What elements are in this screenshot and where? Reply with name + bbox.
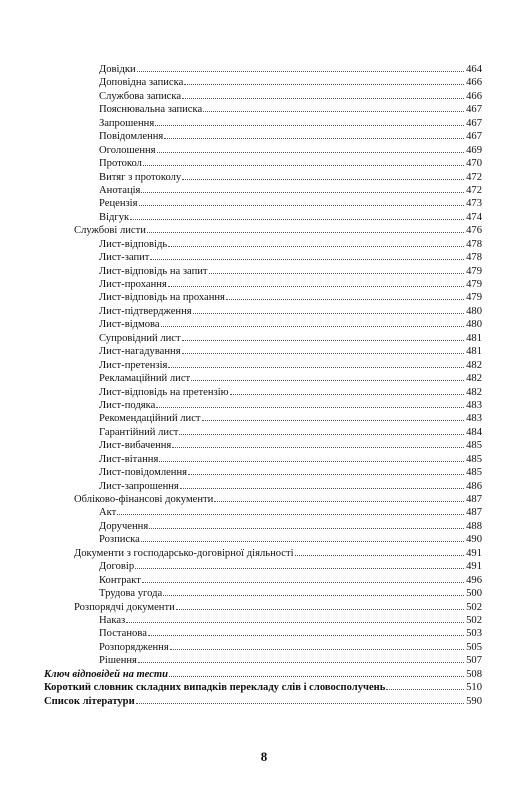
toc-leader-dots bbox=[150, 250, 464, 260]
toc-entry-page: 483 bbox=[466, 413, 482, 425]
toc-entry-title: Лист-запит bbox=[99, 252, 150, 264]
toc-entry bbox=[44, 532, 482, 545]
toc-entry-title: Лист-претензія bbox=[99, 359, 168, 371]
toc-entry bbox=[44, 653, 482, 666]
toc-entry bbox=[44, 317, 482, 330]
toc-entry-title: Довідки bbox=[99, 64, 136, 75]
toc-entry-page: 500 bbox=[466, 588, 482, 600]
toc-leader-dots bbox=[179, 425, 464, 435]
toc-entry-title: Гарантійний лист bbox=[99, 426, 179, 438]
toc-entry-page: 510 bbox=[466, 682, 482, 694]
toc-leader-dots bbox=[182, 331, 464, 341]
toc-entry-title: Лист-вибачення bbox=[99, 440, 172, 452]
toc-entry-page: 485 bbox=[466, 440, 482, 452]
toc-leader-dots bbox=[202, 411, 465, 421]
toc-entry-page: 491 bbox=[466, 547, 482, 559]
toc-leader-dots bbox=[191, 371, 464, 381]
toc-entry-page: 481 bbox=[466, 346, 482, 358]
toc-entry bbox=[44, 411, 482, 424]
toc-leader-dots bbox=[156, 398, 464, 408]
toc-entry bbox=[44, 62, 482, 75]
toc-entry bbox=[44, 183, 482, 196]
toc-entry bbox=[44, 680, 482, 693]
toc-entry bbox=[44, 129, 482, 142]
toc-entry bbox=[44, 102, 482, 115]
toc-entry-title: Лист-подяка bbox=[99, 399, 156, 411]
toc-entry-page: 479 bbox=[466, 279, 482, 290]
toc-entry bbox=[44, 398, 482, 411]
toc-leader-dots bbox=[168, 277, 464, 287]
toc-entry-page: 590 bbox=[466, 695, 482, 707]
toc-entry bbox=[44, 344, 482, 357]
toc-entry bbox=[44, 600, 482, 613]
toc-leader-dots bbox=[169, 667, 464, 677]
toc-leader-dots bbox=[157, 143, 465, 153]
toc-leader-dots bbox=[159, 452, 464, 462]
toc-entry bbox=[44, 452, 482, 465]
toc-leader-dots bbox=[182, 89, 464, 99]
toc-leader-dots bbox=[161, 317, 464, 327]
toc-entry bbox=[44, 223, 482, 236]
toc-leader-dots bbox=[386, 680, 464, 690]
toc-entry bbox=[44, 290, 482, 303]
toc-entry bbox=[44, 304, 482, 317]
toc-entry bbox=[44, 143, 482, 156]
toc-entry-page: 479 bbox=[466, 292, 482, 304]
toc-entry-title: Анотація bbox=[99, 184, 141, 196]
toc-entry bbox=[44, 613, 482, 626]
toc-entry-title: Лист-відповідь bbox=[99, 238, 168, 250]
toc-leader-dots bbox=[138, 653, 464, 663]
toc-entry bbox=[44, 358, 482, 371]
toc-entry-title: Доповідна записка bbox=[99, 77, 184, 89]
toc-leader-dots bbox=[136, 694, 464, 704]
toc-entry bbox=[44, 170, 482, 183]
toc-leader-dots bbox=[170, 640, 464, 650]
toc-entry-title: Короткий словник складних випадків перекладу слів і словосполучень bbox=[44, 682, 386, 694]
toc-leader-dots bbox=[137, 62, 464, 72]
toc-entry bbox=[44, 331, 482, 344]
toc-leader-dots bbox=[143, 156, 464, 166]
toc-entry bbox=[44, 425, 482, 438]
toc-entry-title: Лист-підтвердження bbox=[99, 305, 192, 317]
toc-entry-title: Пояснювальна записка bbox=[99, 104, 203, 116]
toc-entry-page: 502 bbox=[466, 601, 482, 613]
toc-leader-dots bbox=[193, 304, 464, 314]
toc-entry-title: Лист-прохання bbox=[99, 279, 167, 290]
toc-entry-title: Документи з господарсько-договірної діяльності bbox=[74, 547, 294, 559]
toc-entry-title: Рішення bbox=[99, 655, 137, 667]
toc-entry-page: 467 bbox=[466, 131, 482, 143]
toc-entry-page: 505 bbox=[466, 641, 482, 653]
toc-leader-dots bbox=[141, 532, 464, 542]
toc-entry-title: Обліково-фінансові документи bbox=[74, 494, 214, 505]
toc-entry-page: 488 bbox=[466, 520, 482, 532]
toc-entry-title: Службові листи bbox=[74, 225, 146, 237]
toc-entry-page: 470 bbox=[466, 158, 482, 170]
toc-leader-dots bbox=[164, 129, 464, 139]
toc-entry-page: 481 bbox=[466, 332, 482, 344]
toc-entry-page: 503 bbox=[466, 628, 482, 640]
toc-entry bbox=[44, 694, 482, 707]
toc-entry-page: 478 bbox=[466, 238, 482, 250]
toc-entry bbox=[44, 626, 482, 639]
table-of-contents bbox=[44, 62, 482, 707]
toc-leader-dots bbox=[147, 223, 464, 233]
toc-entry-page: 479 bbox=[466, 265, 482, 277]
toc-entry-page: 469 bbox=[466, 144, 482, 156]
toc-entry-title: Лист-вітання bbox=[99, 453, 159, 465]
toc-entry-page: 483 bbox=[466, 399, 482, 411]
toc-leader-dots bbox=[130, 210, 464, 220]
toc-entry-title: Контракт bbox=[99, 574, 141, 586]
toc-leader-dots bbox=[184, 75, 464, 85]
toc-entry-title: Розписка bbox=[99, 534, 140, 546]
toc-entry-title: Список літератури bbox=[44, 695, 135, 707]
toc-entry-page: 476 bbox=[466, 225, 482, 237]
toc-entry-title: Витяг з протоколу bbox=[99, 171, 182, 183]
toc-entry-page: 491 bbox=[466, 561, 482, 573]
toc-entry-title: Лист-відповідь на запит bbox=[99, 265, 208, 277]
toc-entry bbox=[44, 505, 482, 518]
toc-leader-dots bbox=[168, 358, 464, 368]
toc-leader-dots bbox=[142, 573, 464, 583]
toc-entry bbox=[44, 438, 482, 451]
toc-entry-title: Запрошення bbox=[99, 117, 155, 129]
toc-entry-page: 466 bbox=[466, 77, 482, 89]
toc-leader-dots bbox=[182, 170, 464, 180]
toc-leader-dots bbox=[117, 505, 464, 515]
toc-entry-title: Оголошення bbox=[99, 144, 156, 156]
toc-entry-page: 464 bbox=[466, 64, 482, 75]
toc-leader-dots bbox=[163, 586, 464, 596]
toc-entry bbox=[44, 546, 482, 559]
toc-entry bbox=[44, 264, 482, 277]
toc-entry bbox=[44, 573, 482, 586]
toc-entry bbox=[44, 237, 482, 250]
toc-leader-dots bbox=[182, 344, 465, 354]
toc-entry-page: 485 bbox=[466, 453, 482, 465]
toc-entry-page: 496 bbox=[466, 574, 482, 586]
toc-entry bbox=[44, 210, 482, 223]
toc-entry-title: Лист-відповідь на прохання bbox=[99, 292, 225, 304]
toc-entry-page: 508 bbox=[466, 668, 482, 680]
toc-entry bbox=[44, 479, 482, 492]
toc-entry-title: Розпорядження bbox=[99, 641, 169, 653]
toc-leader-dots bbox=[230, 385, 465, 395]
toc-entry-page: 480 bbox=[466, 319, 482, 331]
toc-entry bbox=[44, 75, 482, 88]
toc-leader-dots bbox=[188, 465, 464, 475]
toc-entry-title: Супровідний лист bbox=[99, 332, 181, 344]
toc-entry-title: Відгук bbox=[99, 211, 130, 223]
toc-entry bbox=[44, 586, 482, 599]
toc-leader-dots bbox=[168, 237, 464, 247]
toc-entry-page: 466 bbox=[466, 90, 482, 102]
toc-entry-title: Рекламаційний лист bbox=[99, 373, 191, 385]
toc-entry-title: Трудова угода bbox=[99, 588, 163, 600]
toc-entry-title: Ключ відповідей на тести bbox=[44, 668, 169, 680]
toc-entry-page: 467 bbox=[466, 104, 482, 116]
toc-entry-page: 484 bbox=[466, 426, 482, 438]
toc-entry-page: 472 bbox=[466, 171, 482, 183]
toc-leader-dots bbox=[148, 626, 464, 636]
toc-leader-dots bbox=[126, 613, 464, 623]
toc-entry-title: Протокол bbox=[99, 158, 142, 170]
toc-leader-dots bbox=[141, 183, 464, 193]
toc-entry-page: 480 bbox=[466, 305, 482, 317]
toc-leader-dots bbox=[209, 264, 465, 274]
toc-entry-title: Лист-відповідь на претензію bbox=[99, 386, 229, 398]
toc-entry bbox=[44, 250, 482, 263]
toc-leader-dots bbox=[203, 102, 464, 112]
toc-leader-dots bbox=[172, 438, 464, 448]
toc-entry bbox=[44, 89, 482, 102]
toc-entry-page: 482 bbox=[466, 359, 482, 371]
toc-entry bbox=[44, 465, 482, 478]
toc-entry-page: 472 bbox=[466, 184, 482, 196]
toc-entry bbox=[44, 640, 482, 653]
toc-entry-title: Лист-повідомлення bbox=[99, 467, 188, 479]
toc-entry bbox=[44, 371, 482, 384]
toc-entry-title: Лист-нагадування bbox=[99, 346, 181, 358]
toc-leader-dots bbox=[139, 196, 465, 206]
toc-entry-title: Лист-запрошення bbox=[99, 480, 179, 492]
toc-entry bbox=[44, 196, 482, 209]
toc-entry-page: 474 bbox=[466, 211, 482, 223]
toc-leader-dots bbox=[295, 546, 465, 556]
toc-entry-page: 467 bbox=[466, 117, 482, 129]
toc-entry-page: 487 bbox=[466, 494, 482, 505]
toc-entry bbox=[44, 559, 482, 572]
toc-entry bbox=[44, 277, 482, 290]
toc-entry-title: Службова записка bbox=[99, 90, 182, 102]
toc-entry-page: 473 bbox=[466, 198, 482, 210]
toc-entry-title: Наказ bbox=[99, 614, 126, 626]
toc-leader-dots bbox=[180, 479, 464, 489]
toc-entry-title: Лист-відмова bbox=[99, 319, 160, 331]
toc-leader-dots bbox=[226, 290, 464, 300]
toc-entry-page: 485 bbox=[466, 467, 482, 479]
toc-entry-page: 507 bbox=[466, 655, 482, 667]
toc-entry-page: 486 bbox=[466, 480, 482, 492]
toc-entry-page: 487 bbox=[466, 507, 482, 519]
toc-entry bbox=[44, 667, 482, 680]
toc-entry-page: 490 bbox=[466, 534, 482, 546]
toc-leader-dots bbox=[176, 600, 464, 610]
toc-leader-dots bbox=[135, 559, 464, 569]
toc-entry-title: Акт bbox=[99, 507, 117, 519]
toc-entry bbox=[44, 385, 482, 398]
toc-entry-title: Рецензія bbox=[99, 198, 138, 210]
toc-entry-page: 482 bbox=[466, 373, 482, 385]
toc-entry-page: 502 bbox=[466, 614, 482, 626]
toc-entry-title: Доручення bbox=[99, 520, 149, 532]
toc-leader-dots bbox=[149, 519, 464, 529]
toc-entry-title: Договір bbox=[99, 561, 135, 573]
toc-entry bbox=[44, 156, 482, 169]
page-number: 8 bbox=[260, 749, 268, 764]
toc-entry-page: 482 bbox=[466, 386, 482, 398]
toc-leader-dots bbox=[155, 116, 464, 126]
toc-entry-title: Розпорядчі документи bbox=[74, 601, 175, 613]
toc-entry-title: Рекомендаційний лист bbox=[99, 413, 201, 425]
toc-leader-dots bbox=[214, 492, 464, 502]
toc-entry-page: 478 bbox=[466, 252, 482, 264]
toc-entry bbox=[44, 519, 482, 532]
toc-entry-title: Повідомлення bbox=[99, 131, 164, 143]
toc-entry bbox=[44, 492, 482, 505]
toc-entry bbox=[44, 116, 482, 129]
toc-entry-title: Постанова bbox=[99, 628, 147, 640]
